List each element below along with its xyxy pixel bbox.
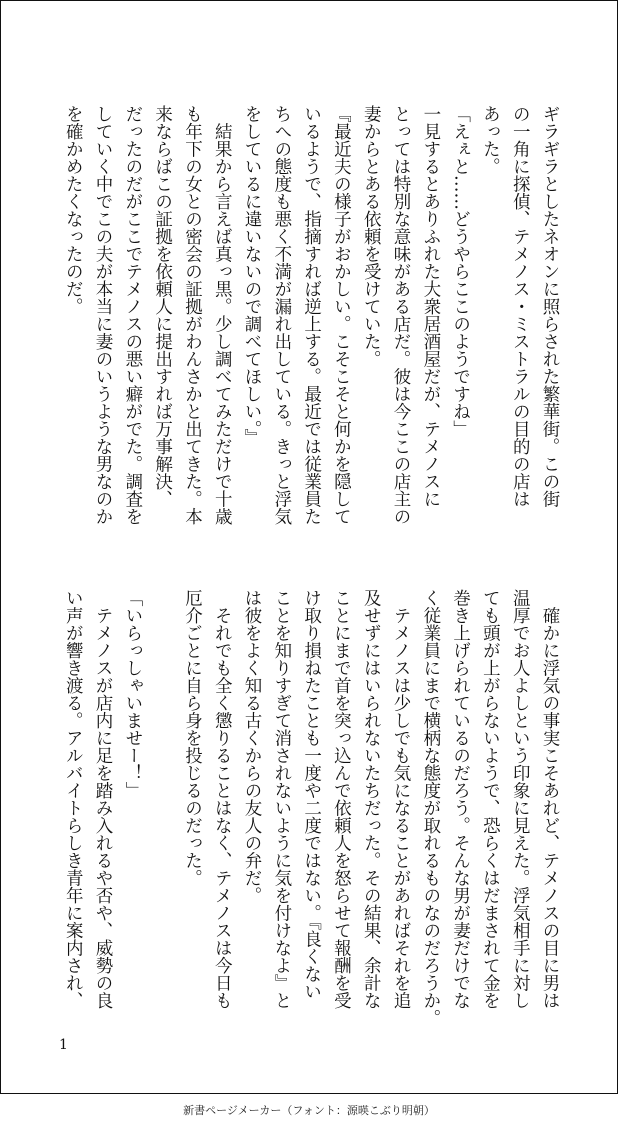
text-column: の一角に探偵、テメノス・ミストラルの目的の店は	[510, 105, 531, 508]
text-block-top	[57, 105, 564, 525]
text-column: 及せずにはいられないたちだった。その結果、余計な	[361, 589, 382, 1009]
text-column: 結果から言えば真っ黒。少し調べてみただけで十歳	[212, 105, 233, 525]
text-column: い声が響き渡る。アルバイトらしき青年に案内され、	[63, 589, 84, 1009]
text-column: をしているに違いないので調べてほしい。』	[242, 105, 263, 447]
text-column: 確かに浮気の事実こそあれど、テメノスの目に男は	[540, 589, 560, 1009]
text-column: 巻き上げられているのだろう。そんな男が妻だけでな	[450, 589, 471, 1009]
text-column: とっては特別な意味がある店だ。彼は今ここの店主の	[391, 105, 412, 525]
text-column: だったのだがここでテメノスの悪い癖がでた。調査を	[122, 105, 143, 525]
text-column: ても頭が上がらないようで、恐らくはだまされて金を	[480, 589, 501, 1009]
text-column: ちへの態度も悪く不満が漏れ出している。きっと浮気	[271, 105, 292, 525]
text-block-bottom	[57, 589, 564, 1027]
text-column: も年下の女との密会の証拠がわんさかと出てきた。本	[182, 105, 203, 525]
text-column: あった。	[480, 105, 501, 175]
text-column: 来ならばこの証拠を依頼人に提出すれば万事解決、	[152, 105, 173, 508]
text-column: を確かめたくなったのだ。	[63, 105, 84, 315]
text-column: ことを知りすぎて消されないように気を付けなよ』と	[271, 589, 292, 1009]
text-column: 「えぇと……どうやらここのようですね」	[450, 105, 471, 438]
text-column: ことにまで首を突っ込んで依頼人を怒らせて報酬を受	[331, 589, 352, 1009]
text-column: 一見するとありふれた大衆居酒屋だが、テメノスに	[420, 105, 441, 508]
text-column: ギラギラとしたネオンに照らされた繁華街。この街	[540, 105, 560, 508]
text-column: け取り損ねたことも一度や二度ではない。『良くない	[301, 589, 322, 1001]
text-column: テメノスが店内に足を踏み入れるや否や、威勢の良	[93, 589, 114, 1009]
text-column: く従業員にまで横柄な態度が取れるものなのだろうか。	[420, 589, 441, 1027]
text-column: 厄介ごとに自ら身を投じるのだった。	[182, 589, 203, 887]
text-column: いるようで、指摘すれば逆上する。最近では従業員た	[301, 105, 322, 525]
text-column: それでも全く懲りることはなく、テメノスは今日も	[212, 589, 233, 1009]
text-column	[147, 589, 177, 1009]
text-column: は彼をよく知る古くからの友人の弁だ。	[242, 589, 263, 904]
text-column: 「いらっしゃいませー！」	[122, 589, 143, 799]
text-column: 温厚でお人よしという印象に見えた。浮気相手に対し	[510, 589, 531, 1009]
text-column: 『最近夫の様子がおかしい。こそこそと何かを隠して	[331, 105, 352, 525]
text-column: 妻からとある依頼を受けていた。	[361, 105, 382, 368]
footer-credit: 新書ページメーカー（フォント：源暎こぶり明朝）	[183, 1104, 435, 1117]
page-number: 1	[59, 1037, 68, 1053]
text-column: テメノスは少しでも気になることがあればそれを追	[391, 589, 412, 1009]
text-column: していく中でこの夫が本当に妻のいうような男なのか	[93, 105, 114, 525]
